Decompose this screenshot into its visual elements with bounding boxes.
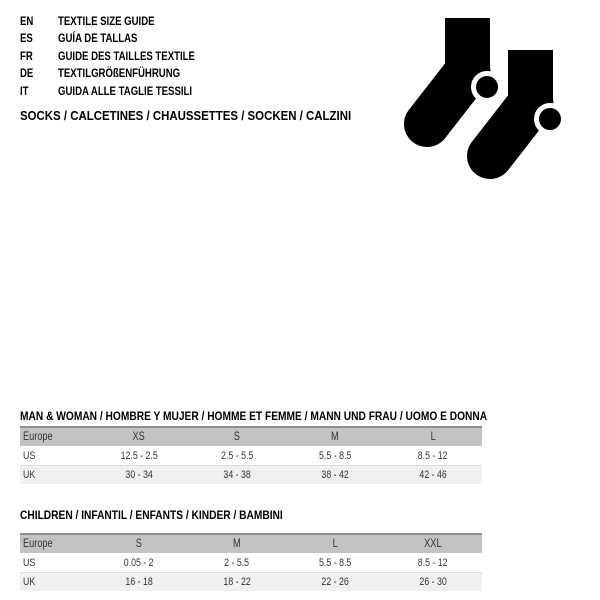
language-label: GUIDA ALLE TAGLIE TESSILI	[58, 83, 193, 98]
language-code: FR	[20, 48, 33, 63]
table-row-uk	[20, 573, 482, 592]
language-label: TEXTILE SIZE GUIDE	[58, 14, 155, 28]
region-label: UK	[23, 469, 36, 481]
size-value: 38 - 42	[321, 469, 349, 481]
language-code: IT	[20, 83, 29, 98]
size-value: 2 - 5.5	[224, 557, 250, 569]
region-label: UK	[23, 576, 36, 588]
size-table-man-woman	[20, 426, 482, 484]
size-value: 30 - 34	[125, 469, 153, 481]
table-header-row	[20, 534, 482, 554]
column-header-region: Europe	[23, 538, 53, 550]
size-value: 8.5 - 12	[418, 557, 448, 569]
table-title-man-woman: MAN & WOMAN / HOMBRE Y MUJER / HOMME ET FEMME / MANN UND FRAU / UOMO E DONNA	[20, 409, 488, 423]
column-header-size: L	[332, 538, 338, 550]
table-row-us	[20, 554, 482, 573]
table-row-uk	[20, 466, 482, 485]
column-header-size: XXL	[424, 538, 442, 550]
size-value: 18 - 22	[223, 576, 251, 588]
region-label: US	[23, 450, 36, 462]
region-label: US	[23, 557, 36, 569]
column-header-region: Europe	[23, 431, 53, 443]
language-row-fr	[20, 48, 229, 65]
socks-icon	[400, 10, 570, 182]
language-list	[20, 13, 229, 100]
language-code: EN	[20, 14, 34, 28]
size-value: 2.5 - 5.5	[220, 450, 254, 462]
category-heading: SOCKS / CALCETINES / CHAUSSETTES / SOCKEN / CALZINI	[20, 108, 352, 123]
size-table-children	[20, 533, 482, 591]
size-value: 5.5 - 8.5	[318, 450, 352, 462]
language-row-en	[20, 13, 229, 30]
language-row-es	[20, 30, 229, 47]
language-label: GUÍA DE TALLAS	[58, 31, 138, 46]
size-value: 34 - 38	[223, 469, 251, 481]
language-row-de	[20, 65, 229, 82]
column-header-size: XS	[132, 431, 146, 443]
language-row-it	[20, 83, 229, 100]
size-value: 0.05 - 2	[124, 557, 154, 569]
column-header-size: L	[430, 431, 436, 443]
table-title-children: CHILDREN / INFANTIL / ENFANTS / KINDER / BAMBINI	[20, 508, 283, 522]
language-code: DE	[20, 66, 34, 81]
language-label: GUIDE DES TAILLES TEXTILE	[58, 48, 195, 63]
language-code: ES	[20, 31, 33, 46]
size-value: 5.5 - 8.5	[318, 557, 352, 569]
size-value: 16 - 18	[125, 576, 153, 588]
table-header-row	[20, 427, 482, 447]
size-value: 22 - 26	[321, 576, 349, 588]
table-row-us	[20, 447, 482, 466]
size-value: 42 - 46	[419, 469, 447, 481]
size-value: 12.5 - 2.5	[120, 450, 158, 462]
column-header-size: S	[135, 538, 143, 550]
column-header-size: M	[233, 538, 241, 550]
language-label: TEXTILGRÖßENFÜHRUNG	[58, 66, 181, 81]
column-header-size: M	[331, 431, 339, 443]
size-value: 8.5 - 12	[418, 450, 448, 462]
column-header-size: S	[233, 431, 241, 443]
size-value: 26 - 30	[419, 576, 447, 588]
